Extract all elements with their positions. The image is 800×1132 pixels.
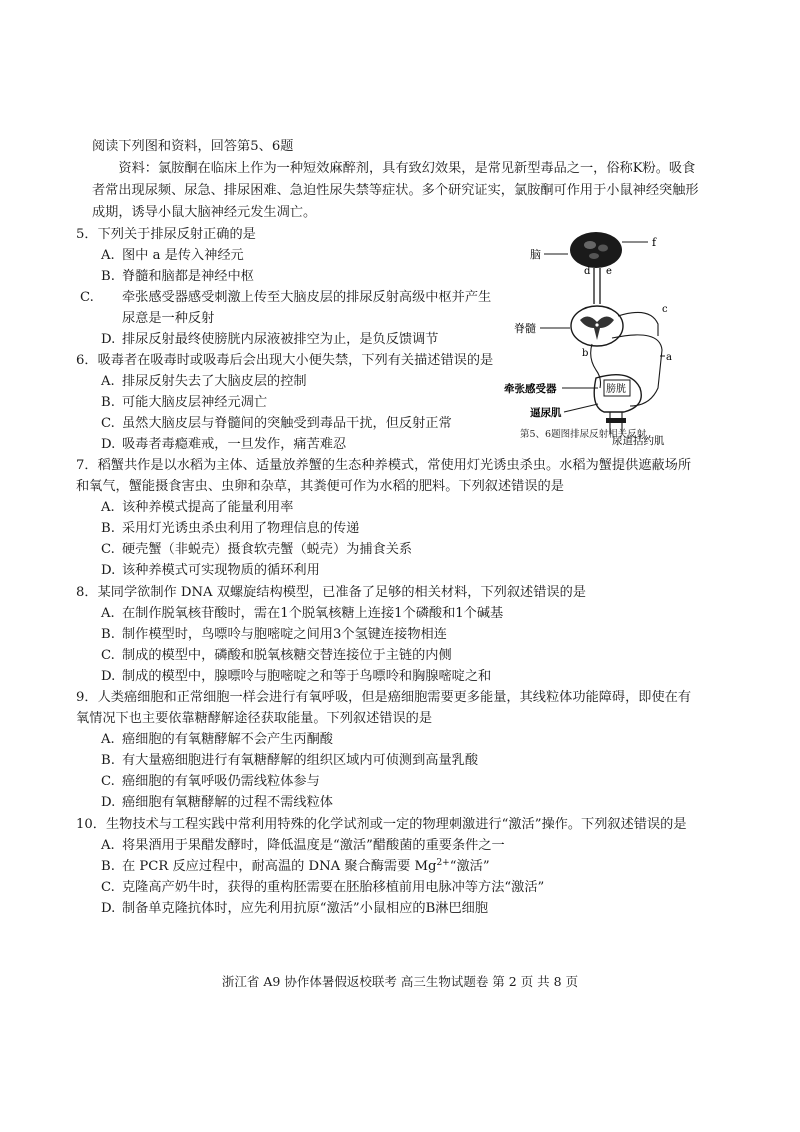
question-stem: 8．某同学欲制作 DNA 双螺旋结构模型，已准备了足够的相关材料，下列叙述错误的是 [76,585,586,600]
question-5 [76,224,500,350]
question-stem: 5．下列关于排尿反射正确的是 [76,227,256,242]
urination-reflex-figure [500,228,710,448]
question-stem: 6．吸毒者在吸毒时或吸毒后会出现大小便失禁，下列有关描述错误的是 [76,353,494,368]
label-f: f [652,236,657,249]
option-b: B. 可能大脑皮层神经元凋亡 [101,395,268,410]
label-e: e [606,266,612,277]
label-sphincter: 尿道括约肌 [612,435,665,447]
label-stretch-receptor: 牵张感受器 [504,383,557,395]
label-spinal-cord: 脊髓 [514,322,536,335]
option-d: D. 吸毒者毒瘾难戒，一旦发作，痛苦难忍 [101,437,347,452]
option-d: D. 排尿反射最终使膀胱内尿液被排空为止，是负反馈调节 [101,332,439,347]
label-a: a [666,352,672,363]
question-stem: 9．人类癌细胞和正常细胞一样会进行有氧呼吸，但是癌细胞需要更多能量，其线粒体功能障碍，即使在有氧情况下也主要依靠糖酵解途径获取能量。下列叙述错误的是 [76,690,692,726]
question-8 [76,582,698,687]
question-stem: 7．稻蟹共作是以水稻为主体、适量放养蟹的生态种养模式，常使用灯光诱虫杀虫。水稻为蟹提供遮蔽场所和氧气，蟹能摄食害虫、虫卵和杂草，其粪便可作为水稻的肥料。下列叙述错误的是 [76,458,692,494]
label-d: d [584,266,591,277]
option-a: A. 在制作脱氧核苷酸时，需在1个脱氧核糖上连接1个磷酸和1个碱基 [101,606,504,621]
label-brain: 脑 [530,248,541,261]
option-b: B. 有大量癌细胞进行有氧糖酵解的组织区域内可侦测到高量乳酸 [101,753,479,768]
option-a: A. 图中 a 是传入神经元 [101,248,244,263]
option-c: C. 虽然大脑皮层与脊髓间的突触受到毒品干扰，但反射正常 [101,416,452,431]
option-b: B. 制作模型时，鸟嘌呤与胞嘧啶之间用3个氢键连接物相连 [101,627,447,642]
option-d: D. 制成的模型中，腺嘌呤与胞嘧啶之和等于鸟嘌呤和胸腺嘧啶之和 [101,669,492,684]
reading-prompt: 阅读下列图和资料，回答第5、6题 [92,139,294,154]
option-a: A. 该种养模式提高了能量利用率 [101,500,294,515]
option-c: C. 克隆高产奶牛时，获得的重构胚需要在胚胎移植前用电脉冲等方法“激活” [101,880,545,895]
reading-material: 资料：氯胺酮在临床上作为一种短效麻醉剂，具有致幻效果，是常见新型毒品之一，俗称K粉。吸食者常出现尿频、尿急、排尿困难、急迫性尿失禁等症状。多个研究证实，氯胺酮可作用于小鼠神经突触形成期，诱导小鼠大脑神经元发生凋亡。 [92,161,699,220]
option-c: C. 硬壳蟹（非蜕壳）摄食软壳蟹（蜕壳）为捕食关系 [101,542,413,557]
option-b: B. 脊髓和脑都是神经中枢 [101,269,254,284]
option-d: D. 该种养模式可实现物质的循环利用 [101,563,320,578]
label-bladder: 膀胱 [606,384,626,395]
option-d: D. 制备单克隆抗体时，应先利用抗原“激活”小鼠相应的B淋巴细胞 [101,901,489,916]
question-9 [76,687,698,813]
option-a: A. 癌细胞的有氧糖酵解不会产生丙酮酸 [101,732,333,747]
label-detrusor: 逼尿肌 [530,407,562,419]
question-stem: 10．生物技术与工程实践中常利用特殊的化学试剂或一定的物理刺激进行“激活”操作。下列叙述错误的是 [76,817,687,832]
option-b: B. 采用灯光诱虫杀虫利用了物理信息的传递 [101,521,360,536]
question-10 [76,814,698,919]
option-c: C. 癌细胞的有氧呼吸仍需线粒体参与 [101,774,320,789]
question-7 [76,455,698,581]
brain-shape [570,232,622,268]
superscript: 2+ [436,858,450,868]
option-c: C. 制成的模型中，磷酸和脱氧核糖交替连接位于主链的内侧 [101,648,452,663]
page-footer: 浙江省 A9 协作体暑假返校联考 高三生物试题卷 第 2 页 共 8 页 [221,974,579,989]
label-b: b [582,348,589,359]
label-c: c [662,304,668,315]
option-a: A. 将果酒用于果醋发酵时，降低温度是“激活”醋酸菌的重要条件之一 [101,838,505,853]
option-b: B. 在 PCR 反应过程中，耐高温的 DNA 聚合酶需要 $Mg^{2+}“$激活” [101,858,490,874]
figure-caption: 第5、6题图排尿反射相关反射 [520,429,647,440]
option-d: D. 癌细胞有氧糖酵解的过程不需线粒体 [101,795,333,810]
option-c: C. 牵张感受器感受刺激上传至大脑皮层的排尿反射高级中枢并产生尿意是一种反射 [80,290,492,326]
question-6 [76,350,500,455]
option-a: A. 排尿反射失去了大脑皮层的控制 [101,374,307,389]
reading-intro [92,136,702,224]
